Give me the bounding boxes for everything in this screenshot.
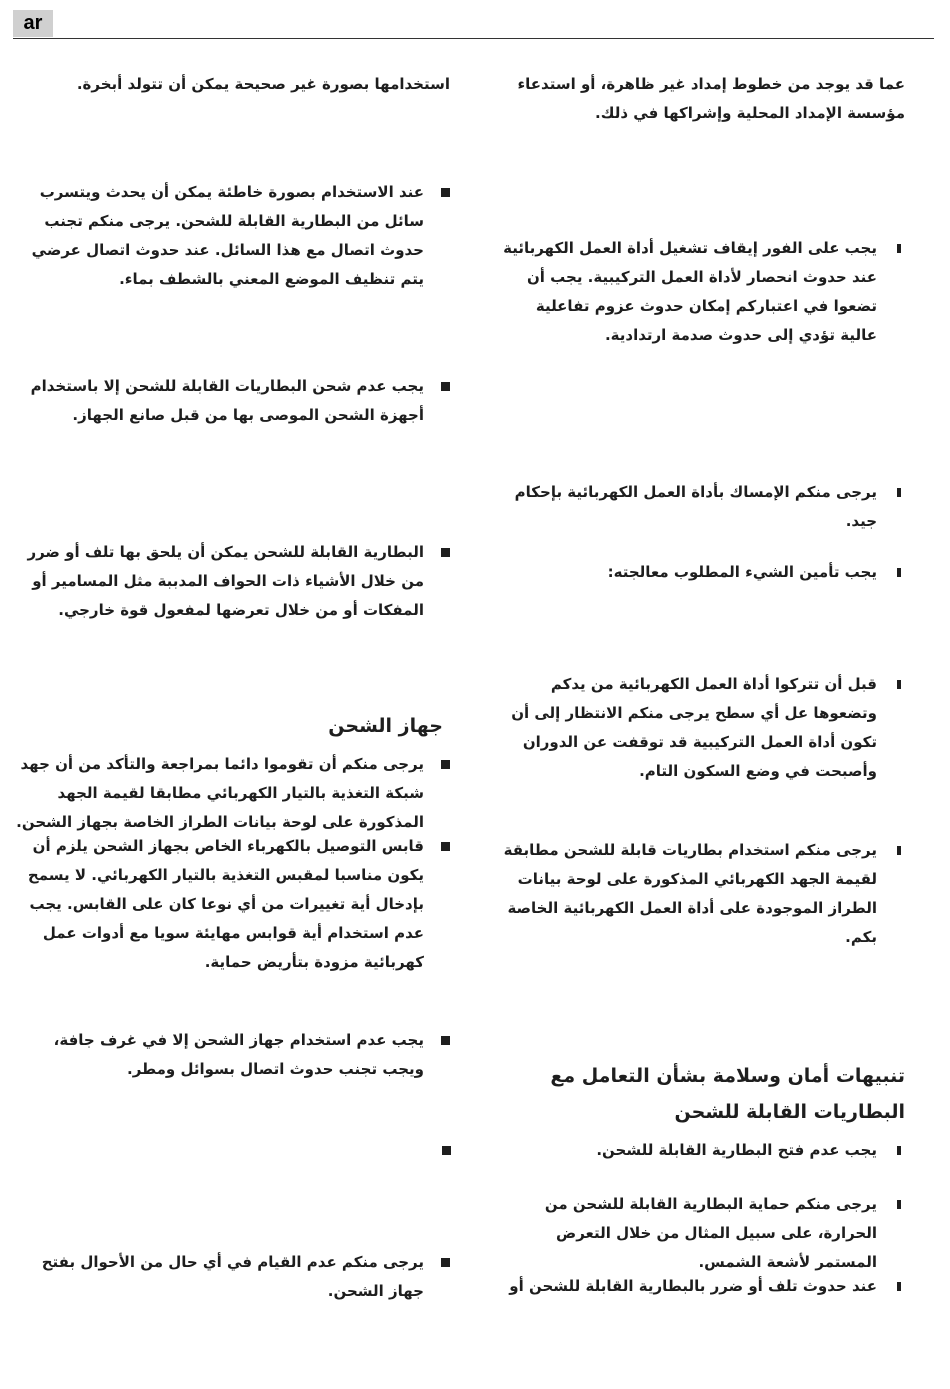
- battery-section-title-line2: البطاريات القابلة للشحن: [674, 1101, 905, 1123]
- right-item-grip: يرجى منكم الإمساك بأداة العمل الكهربائية بإحكام جيد.: [495, 478, 905, 536]
- left-item-sharp-objects: البطارية القابلة للشحن يمكن أن يلحق بها تلف أو ضرر من خلال الأشياء ذات الحواف المدببة مثل المسامير أو المفكات أو من خلال تعرضها لمفعول قوة خارجي.: [10, 538, 452, 625]
- left-item-leak: عند الاستخدام بصورة خاطئة يمكن أن يحدث ويتسرب سائل من البطارية القابلة للشحن. يرجى منكم تجنب حدوث اتصال مع هذا السائل. عند حدوث اتصال عرضي يتم تنظيف الموضع المعني بالشطف بماء.: [10, 178, 452, 294]
- right-item-matching-battery: يرجى منكم استخدام بطاريات قابلة للشحن مطابقة لقيمة الجهد الكهربائي المذكورة على لوحة بيانات الطراز الموجودة على أداة العمل الكهربائية الخاصة بكم.: [495, 836, 905, 952]
- battery-item-do-not-open: يجب عدم فتح البطارية القابلة للشحن.: [495, 1136, 905, 1165]
- right-item-secure-workpiece: يجب تأمين الشيء المطلوب معالجته:: [495, 558, 905, 587]
- right-item-wait-stop: قبل أن تتركوا أداة العمل الكهربائية من يدكم وتضعوها عل أي سطح يرجى منكم الانتظار إلى أن تكون أداة العمل التركيبية قد توقفت عن الدوران وأصبحت في وضع السكون التام.: [495, 670, 905, 786]
- left-intro-text: استخدامها بصورة غير صحيحة يمكن أن تتولد أبخرة.: [76, 75, 450, 93]
- right-intro-text: عما قد يوجد من خطوط إمداد غير ظاهرة، أو استدعاء مؤسسة الإمداد المحلية وإشراكها في ذلك.: [517, 75, 905, 122]
- charger-item-do-not-open: يرجى منكم عدم القيام في أي حال من الأحوال بفتح جهاز الشحن.: [10, 1248, 452, 1306]
- charger-section-title: جهاز الشحن: [328, 715, 443, 737]
- battery-item-heat: يرجى منكم حماية البطارية القابلة للشحن من الحرارة، على سبيل المثال من خلال التعرض المستمر لأشعة الشمس.: [495, 1190, 905, 1277]
- right-item-kickback: يجب على الفور إيقاف تشغيل أداة العمل الكهربائية عند حدوث انحصار لأداة العمل التركيبية. يجب أن تضعوا في اعتباركم إمكان حدوث عزوم تفاعلية عالية تؤدي إلى حدوث صدمة ارتدادية.: [495, 234, 905, 350]
- battery-item-damage: عند حدوث تلف أو ضرر بالبطارية القابلة للشحن أو: [495, 1272, 905, 1301]
- battery-section-title-line1: تنبيهات أمان وسلامة بشأن التعامل مع: [550, 1065, 905, 1087]
- charger-item-dry-rooms: يجب عدم استخدام جهاز الشحن إلا في غرف جافة، ويجب تجنب حدوث اتصال بسوائل ومطر.: [10, 1026, 452, 1084]
- language-tab: ar: [13, 10, 53, 37]
- charger-item-plug: قابس التوصيل بالكهرباء الخاص بجهاز الشحن يلزم أن يكون مناسبا لمقبس التغذية بالتيار الكهربائي. لا يسمح بإدخال أية تغييرات من أي نوعا كان على القابس. يجب عدم استخدام أية قوابس مهايئة سويا مع أدوات عمل كهربائية مزودة بتأريض حماية.: [10, 832, 452, 977]
- left-item-recommended-charger: يجب عدم شحن البطاريات القابلة للشحن إلا باستخدام أجهزة الشحن الموصى بها من قبل صانع الجهاز.: [10, 372, 452, 430]
- header-rule: [13, 38, 934, 39]
- charger-item-voltage: يرجى منكم أن تقوموا دائما بمراجعة والتأكد من أن جهد شبكة التغذية بالتيار الكهربائي مطابقا لقيمة الجهد المذكورة على لوحة بيانات الطراز الخاصة بجهاز الشحن.: [10, 750, 452, 837]
- empty-bullet-marker: [442, 1146, 451, 1155]
